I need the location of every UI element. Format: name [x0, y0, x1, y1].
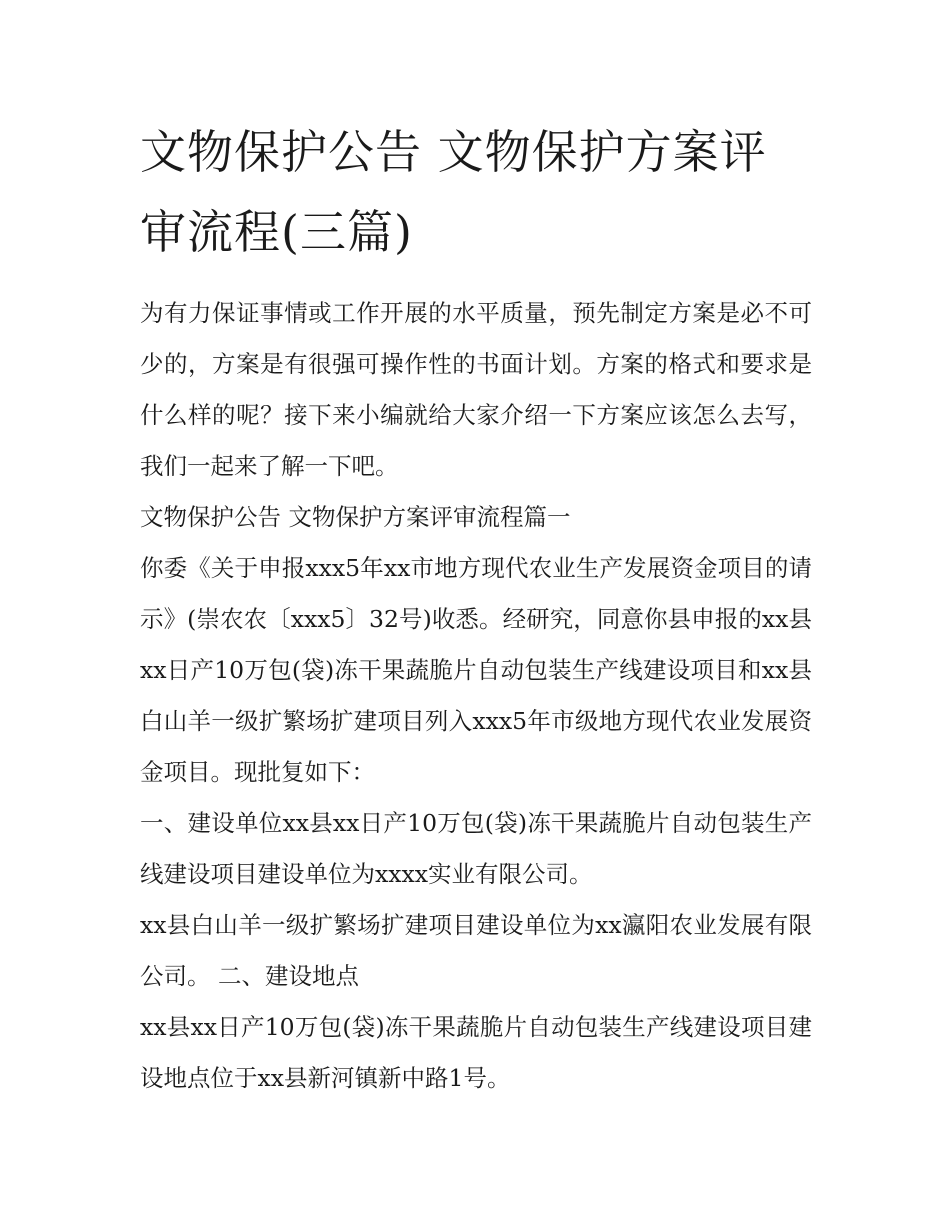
second-unit-paragraph: xx县白山羊一级扩繁场扩建项目建设单位为xx瀛阳农业发展有限公司。 二、建设地点	[140, 911, 812, 990]
document-title: 文物保护公告 文物保护方案评审流程(三篇)	[140, 125, 767, 259]
construction-unit-paragraph: 一、建设单位xx县xx日产10万包(袋)冻干果蔬脆片自动包装生产线建设项目建设单位为xxxx实业有限公司。	[140, 809, 812, 888]
location-paragraph: xx县xx日产10万包(袋)冻干果蔬脆片自动包装生产线建设项目建设地点位于xx县新河镇新中路1号。	[140, 1013, 812, 1092]
document-body	[140, 112, 812, 1104]
approval-paragraph: 你委《关于申报xxx5年xx市地方现代农业生产发展资金项目的请示》(崇农农〔xxx5〕32号)收悉。经研究，同意你县申报的xx县xx日产10万包(袋)冻干果蔬脆片自动包装生产线建设项目和xx县白山羊一级扩繁场扩建项目列入xxx5年市级地方现代农业发展资金项目。现批复如下：	[140, 554, 812, 786]
section-heading-part-one: 文物保护公告 文物保护方案评审流程篇一	[140, 503, 571, 531]
intro-paragraph: 为有力保证事情或工作开展的水平质量，预先制定方案是必不可少的，方案是有很强可操作性的书面计划。方案的格式和要求是什么样的呢？接下来小编就给大家介绍一下方案应该怎么去写，我们一起来了解一下吧。	[140, 299, 812, 480]
